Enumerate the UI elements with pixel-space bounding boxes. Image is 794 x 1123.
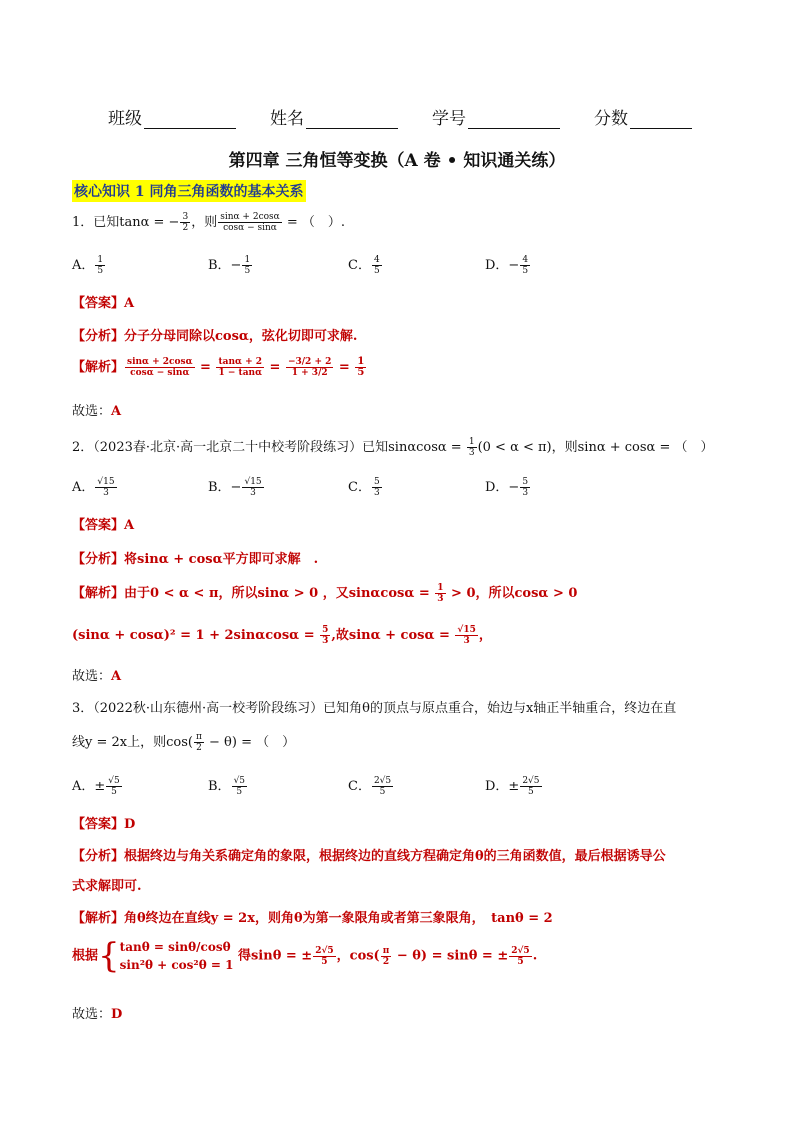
class-field[interactable] [108, 104, 236, 129]
q3-answer: 【答案】D [72, 817, 136, 832]
id-field[interactable] [432, 104, 560, 129]
q3-choose: 故选：D [72, 1007, 123, 1022]
q2-answer: 【答案】A [72, 518, 135, 533]
q1-option-d[interactable]: D．− $\frac{4}{5}$ [485, 255, 529, 276]
q1-analysis: 【分析】分子分母同除以cosα，弦化切即可求解. [72, 329, 358, 344]
q1-option-b[interactable]: B．− $\frac{1}{5}$ [208, 255, 251, 276]
q2-option-b[interactable]: B．− $\frac{√15}{3}$ [208, 477, 262, 498]
question-3-stem-line2: 线y = 2x上，则cos( $\frac{\pi}{2}$ − θ) = （ ） [72, 732, 296, 753]
q2-choose: 故选：A [72, 669, 122, 684]
class-label: 班级 [108, 109, 142, 129]
q3-solution-line1: 【解析】角θ终边在直线y = 2x，则角θ为第一象限角或者第三象限角， tanθ = 2 [72, 911, 553, 926]
name-field[interactable] [270, 104, 398, 129]
q1-option-c[interactable]: C． $\frac{4}{5}$ [348, 255, 380, 276]
q3-solution-line2: 根据{ tanθ = sinθ/cosθ sin²θ + cos²θ = 1 得sinθ = ± $\frac{2√5}{5}$ ，cos( $\frac{\pi}{2}$ − θ) = sinθ = ± $\frac{2√5}{5}$ . [72, 936, 538, 976]
score-field[interactable] [594, 104, 692, 129]
question-3-stem-line1: 3．（2022秋·山东德州·高一校考阶段练习）已知角θ的顶点与原点重合，始边与x轴正半轴重合，终边在直 [72, 701, 677, 716]
name-label: 姓名 [270, 109, 304, 129]
page-title: 第四章 三角恒等变换（A 卷 • 知识通关练） [228, 151, 566, 171]
score-blank[interactable] [630, 110, 692, 129]
score-label: 分数 [594, 109, 628, 129]
q3-analysis-line1: 【分析】根据终边与角关系确定角的象限，根据终边的直线方程确定角θ的三角函数值，最后根据诱导公 [72, 849, 666, 864]
q1-option-a[interactable]: A． $\frac{1}{5}$ [72, 255, 104, 276]
q1-answer: 【答案】A [72, 296, 135, 311]
q2-option-a[interactable]: A． $\frac{√15}{3}$ [72, 477, 115, 498]
q1-solution: 【解析】 $\frac{\sin\alpha + 2\cos\alpha}{\cos\alpha - \sin\alpha}$ = $\frac{\tan\alpha + 2}{1 - \tan\alpha}$ = $\frac{-3/2 + 2}{1 + 3/2}$ = $\frac{1}{5}$ [72, 356, 365, 378]
q3-option-a[interactable]: A．± $\frac{√5}{5}$ [72, 776, 120, 797]
id-blank[interactable] [468, 110, 560, 129]
section-heading: 核心知识 1 同角三角函数的基本关系 [72, 180, 306, 202]
q2-option-c[interactable]: C． $\frac{5}{3}$ [348, 477, 380, 498]
class-blank[interactable] [144, 110, 236, 129]
q3-analysis-line2: 式求解即可. [72, 879, 142, 894]
q2-analysis: 【分析】将sinα + cosα平方即可求解 . [72, 552, 319, 567]
q3-option-c[interactable]: C． $\frac{2√5}{5}$ [348, 776, 392, 797]
question-2-stem: 2．（2023春·北京·高一北京二十中校考阶段练习）已知sinαcosα = $\frac{1}{3}$ (0 < α < π)，则sinα + cosα = （ ） [72, 437, 714, 458]
id-label: 学号 [432, 109, 466, 129]
q3-option-b[interactable]: B． $\frac{√5}{5}$ [208, 776, 246, 797]
question-1-stem: 1．已知tanα = − $\frac{3}{2}$ ，则 $\frac{\sin\alpha + 2\cos\alpha}{\cos\alpha - \sin\alpha}$ = （ ）. [72, 212, 346, 233]
q2-solution-line2: (sinα + cosα)² = 1 + 2sinαcosα = $\frac{5}{3}$ ,故sinα + cosα = $\frac{√15}{3}$ ， [72, 625, 492, 646]
q1-choose: 故选：A [72, 404, 122, 419]
q3-option-d[interactable]: D．± $\frac{2√5}{5}$ [485, 776, 540, 797]
name-blank[interactable] [306, 110, 398, 129]
q2-option-d[interactable]: D．− $\frac{5}{3}$ [485, 477, 529, 498]
q2-solution-line1: 【解析】由于0 < α < π，所以sinα > 0 ，又sinαcosα = $\frac{1}{3}$ > 0，所以cosα > 0 [72, 583, 578, 604]
student-info-header [108, 104, 708, 129]
